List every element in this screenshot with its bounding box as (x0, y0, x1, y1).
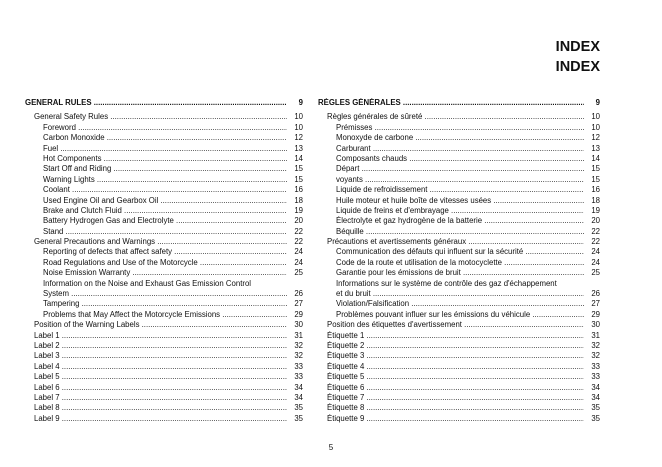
toc-entry-page: 33 (294, 372, 303, 382)
toc-entry-page: 35 (591, 413, 600, 423)
toc-entry-page: 10 (591, 112, 600, 122)
toc-entry (25, 351, 303, 361)
toc-entry-title: Label 3 ..... (25, 351, 287, 361)
index-column-english (25, 98, 303, 424)
toc-entry (25, 414, 303, 424)
toc-entry (25, 237, 303, 247)
toc-entry-page: 22 (294, 226, 303, 236)
toc-entry-title: Noise Emission Warranty ..... (25, 268, 287, 278)
toc-entry (318, 279, 600, 289)
toc-entry-title: Position of the Warning Labels ..... (25, 320, 287, 330)
toc-entry-page: 9 (298, 97, 303, 107)
toc-entry-title: Électrolyte et gaz hydrogène de la batterie ..... (318, 216, 584, 226)
toc-entry (25, 196, 303, 206)
toc-entry-page: 10 (294, 122, 303, 132)
toc-entry-page: 30 (591, 320, 600, 330)
toc-entry-title: Label 4 ..... (25, 362, 287, 372)
index-title-french: INDEX (555, 59, 600, 75)
toc-entry-page: 30 (294, 320, 303, 330)
toc-entry (318, 310, 600, 320)
toc-entry (318, 341, 600, 351)
toc-entry-title: Problèmes pouvant influer sur les émissions du véhicule ..... (318, 310, 584, 320)
toc-entry-page: 22 (294, 237, 303, 247)
toc-entry-title: Prémisses ..... (318, 123, 584, 133)
toc-entry-title: Hot Components ..... (25, 154, 287, 164)
toc-entry (318, 247, 600, 257)
toc-entry-page: 27 (294, 299, 303, 309)
toc-entry-page: 12 (294, 133, 303, 143)
toc-entry-page: 24 (591, 257, 600, 267)
toc-entry-page: 34 (591, 392, 600, 402)
toc-entry-title: Carbon Monoxide ..... (25, 133, 287, 143)
toc-entry (25, 123, 303, 133)
toc-entry (318, 237, 600, 247)
toc-entry (318, 268, 600, 278)
toc-entry (25, 258, 303, 268)
toc-entry-page: 18 (294, 195, 303, 205)
toc-entry-title: Étiquette 6 ..... (318, 383, 584, 393)
toc-entry-page: 26 (591, 289, 600, 299)
toc-entry (25, 289, 303, 299)
page-number: 5 (328, 443, 334, 452)
toc-entry (318, 227, 600, 237)
toc-entry (318, 175, 600, 185)
toc-entry-page: 9 (595, 97, 600, 107)
toc-entry (318, 372, 600, 382)
toc-entry (25, 310, 303, 320)
toc-entry-title: Carburant ..... (318, 144, 584, 154)
toc-entry (25, 206, 303, 216)
toc-entry-title: Warning Lights ..... (25, 175, 287, 185)
toc-entry-title: Garantie pour les émissions de bruit ..... (318, 268, 584, 278)
toc-entry-page: 27 (591, 299, 600, 309)
toc-entry-page: 13 (591, 143, 600, 153)
toc-entry-title: Label 8 ..... (25, 403, 287, 413)
toc-entry-title: Problems that May Affect the Motorcycle Emissions ..... (25, 310, 287, 320)
toc-entry-title: Label 9 ..... (25, 414, 287, 424)
toc-entry-page: 14 (294, 153, 303, 163)
index-column-french (318, 98, 600, 424)
toc-entry (25, 279, 303, 289)
toc-entry-page: 31 (591, 330, 600, 340)
toc-entry-title: Used Engine Oil and Gearbox Oil ..... (25, 196, 287, 206)
toc-entry-title: Règles générales de sûreté ..... (318, 112, 584, 122)
toc-entry-title: Label 7 ..... (25, 393, 287, 403)
toc-entry-title: Coolant ..... (25, 185, 287, 195)
toc-entry-title: voyants ..... (318, 175, 584, 185)
toc-entry (318, 144, 600, 154)
toc-entry-page: 34 (591, 382, 600, 392)
toc-entry-page: 19 (591, 205, 600, 215)
toc-entry-title: Code de la route et utilisation de la motocyclette ..... (318, 258, 584, 268)
toc-entry-title: Label 1 ..... (25, 331, 287, 341)
toc-entry (318, 331, 600, 341)
toc-entry (318, 393, 600, 403)
toc-entry (25, 362, 303, 372)
toc-entry (25, 341, 303, 351)
toc-entry-page: 10 (294, 112, 303, 122)
toc-entry-title: Label 6 ..... (25, 383, 287, 393)
toc-entry (318, 289, 600, 299)
toc-entry-title: Reporting of defects that affect safety ..... (25, 247, 287, 257)
toc-entry-page: 16 (591, 185, 600, 195)
toc-entry-page: 35 (294, 413, 303, 423)
toc-entry-page: 34 (294, 392, 303, 402)
toc-entry (25, 175, 303, 185)
toc-entry (318, 351, 600, 361)
toc-entry-title: Road Regulations and Use of the Motorcycle ..... (25, 258, 287, 268)
toc-entry (318, 123, 600, 133)
toc-entry-page: 10 (591, 122, 600, 132)
toc-entry (318, 112, 600, 122)
toc-entry-page: 32 (591, 351, 600, 361)
toc-entry-title: Composants chauds ..... (318, 154, 584, 164)
toc-entry-page: 15 (294, 174, 303, 184)
toc-entry-page: 32 (294, 351, 303, 361)
toc-entry (25, 154, 303, 164)
toc-entry (318, 196, 600, 206)
toc-entry-title: General Precautions and Warnings ..... (25, 237, 287, 247)
toc-entry-page: 35 (591, 403, 600, 413)
toc-entry (318, 299, 600, 309)
toc-entry-title: Liquide de freins et d'embrayage ..... (318, 206, 584, 216)
toc-entry-page: 29 (294, 309, 303, 319)
toc-entry-page: 33 (591, 361, 600, 371)
toc-entry-page: 24 (591, 247, 600, 257)
toc-entry-page: 22 (591, 226, 600, 236)
toc-entry-title: System ..... (25, 289, 287, 299)
toc-entry (25, 383, 303, 393)
toc-entry-page: 32 (294, 340, 303, 350)
toc-entry-page: 18 (591, 195, 600, 205)
toc-entry-title: Étiquette 5 ..... (318, 372, 584, 382)
toc-entry-page: 33 (591, 372, 600, 382)
toc-entry (25, 331, 303, 341)
toc-entry-page: 33 (294, 361, 303, 371)
toc-entry (25, 403, 303, 413)
toc-entry-title: General Safety Rules ..... (25, 112, 287, 122)
toc-entry (25, 164, 303, 174)
toc-entry-title: Stand ..... (25, 227, 287, 237)
toc-entry (318, 403, 600, 413)
toc-entry-title: GENERAL RULES ..... (25, 98, 287, 108)
toc-entry-title: Monoxyde de carbone ..... (318, 133, 584, 143)
toc-entry-page: 31 (294, 330, 303, 340)
toc-entry (318, 362, 600, 372)
toc-entry (25, 133, 303, 143)
toc-entry-title: Label 5 ..... (25, 372, 287, 382)
toc-entry (318, 98, 600, 108)
toc-entry (25, 320, 303, 330)
toc-entry-page: 34 (294, 382, 303, 392)
toc-entry (25, 372, 303, 382)
toc-entry-page: 22 (591, 237, 600, 247)
toc-entry (318, 216, 600, 226)
toc-entry-title: Étiquette 9 ..... (318, 414, 584, 424)
toc-entry-title: Étiquette 2 ..... (318, 341, 584, 351)
toc-entry (25, 299, 303, 309)
toc-entry-page: 20 (591, 216, 600, 226)
toc-entry (318, 185, 600, 195)
toc-entry (25, 112, 303, 122)
toc-entry-title: Foreword ..... (25, 123, 287, 133)
toc-entry (318, 164, 600, 174)
toc-entry-title: Huile moteur et huile boîte de vitesses usées ..... (318, 196, 584, 206)
toc-entry-title: Étiquette 1 ..... (318, 331, 584, 341)
toc-entry-title: Précautions et avertissements généraux ..... (318, 237, 584, 247)
index-title-english: INDEX (555, 39, 600, 55)
toc-entry (25, 185, 303, 195)
toc-entry-page: 15 (591, 174, 600, 184)
toc-entry-title: Start Off and Riding ..... (25, 164, 287, 174)
toc-entry-title: Information on the Noise and Exhaust Gas Emission Control (43, 278, 252, 288)
toc-entry-title: et du bruit ..... (318, 289, 584, 299)
toc-entry-page: 14 (591, 153, 600, 163)
toc-entry-page: 26 (294, 289, 303, 299)
toc-entry-page: 35 (294, 403, 303, 413)
toc-entry-title: RÈGLES GÉNÉRALES ..... (318, 98, 584, 108)
toc-entry-title: Position des étiquettes d'avertissement ..... (318, 320, 584, 330)
toc-entry-page: 12 (591, 133, 600, 143)
toc-entry-title: Label 2 ..... (25, 341, 287, 351)
toc-entry-title: Béquille ..... (318, 227, 584, 237)
toc-entry (25, 98, 303, 108)
toc-entry-page: 29 (591, 309, 600, 319)
toc-entry (318, 206, 600, 216)
toc-entry-page: 15 (294, 164, 303, 174)
toc-entry (25, 268, 303, 278)
toc-entry-page: 25 (294, 268, 303, 278)
toc-entry (25, 144, 303, 154)
toc-entry-title: Départ ..... (318, 164, 584, 174)
toc-entry-page: 13 (294, 143, 303, 153)
toc-entry-page: 15 (591, 164, 600, 174)
toc-entry-title: Brake and Clutch Fluid ..... (25, 206, 287, 216)
toc-entry (25, 247, 303, 257)
toc-entry (318, 154, 600, 164)
toc-entry-title: Informations sur le système de contrôle des gaz d'échappement (336, 278, 557, 288)
toc-entry-page: 32 (591, 340, 600, 350)
toc-entry-title: Étiquette 7 ..... (318, 393, 584, 403)
toc-entry-title: Étiquette 3 ..... (318, 351, 584, 361)
toc-entry-page: 19 (294, 205, 303, 215)
toc-entry-title: Tampering ..... (25, 299, 287, 309)
toc-entry (318, 258, 600, 268)
toc-entry-title: Battery Hydrogen Gas and Electrolyte ..... (25, 216, 287, 226)
toc-entry (318, 383, 600, 393)
toc-entry-page: 16 (294, 185, 303, 195)
toc-entry (318, 320, 600, 330)
toc-entry-title: Fuel ..... (25, 144, 287, 154)
toc-entry-page: 25 (591, 268, 600, 278)
toc-entry-title: Liquide de refroidissement ..... (318, 185, 584, 195)
toc-entry-page: 20 (294, 216, 303, 226)
toc-entry-page: 24 (294, 257, 303, 267)
toc-entry (25, 227, 303, 237)
toc-entry-title: Étiquette 4 ..... (318, 362, 584, 372)
toc-entry-page: 24 (294, 247, 303, 257)
toc-entry-title: Violation/Falsification ..... (318, 299, 584, 309)
toc-entry-title: Communication des défauts qui influent sur la sécurité ..... (318, 247, 584, 257)
toc-entry (318, 133, 600, 143)
toc-entry (318, 414, 600, 424)
toc-entry (25, 216, 303, 226)
toc-entry-title: Étiquette 8 ..... (318, 403, 584, 413)
toc-entry (25, 393, 303, 403)
